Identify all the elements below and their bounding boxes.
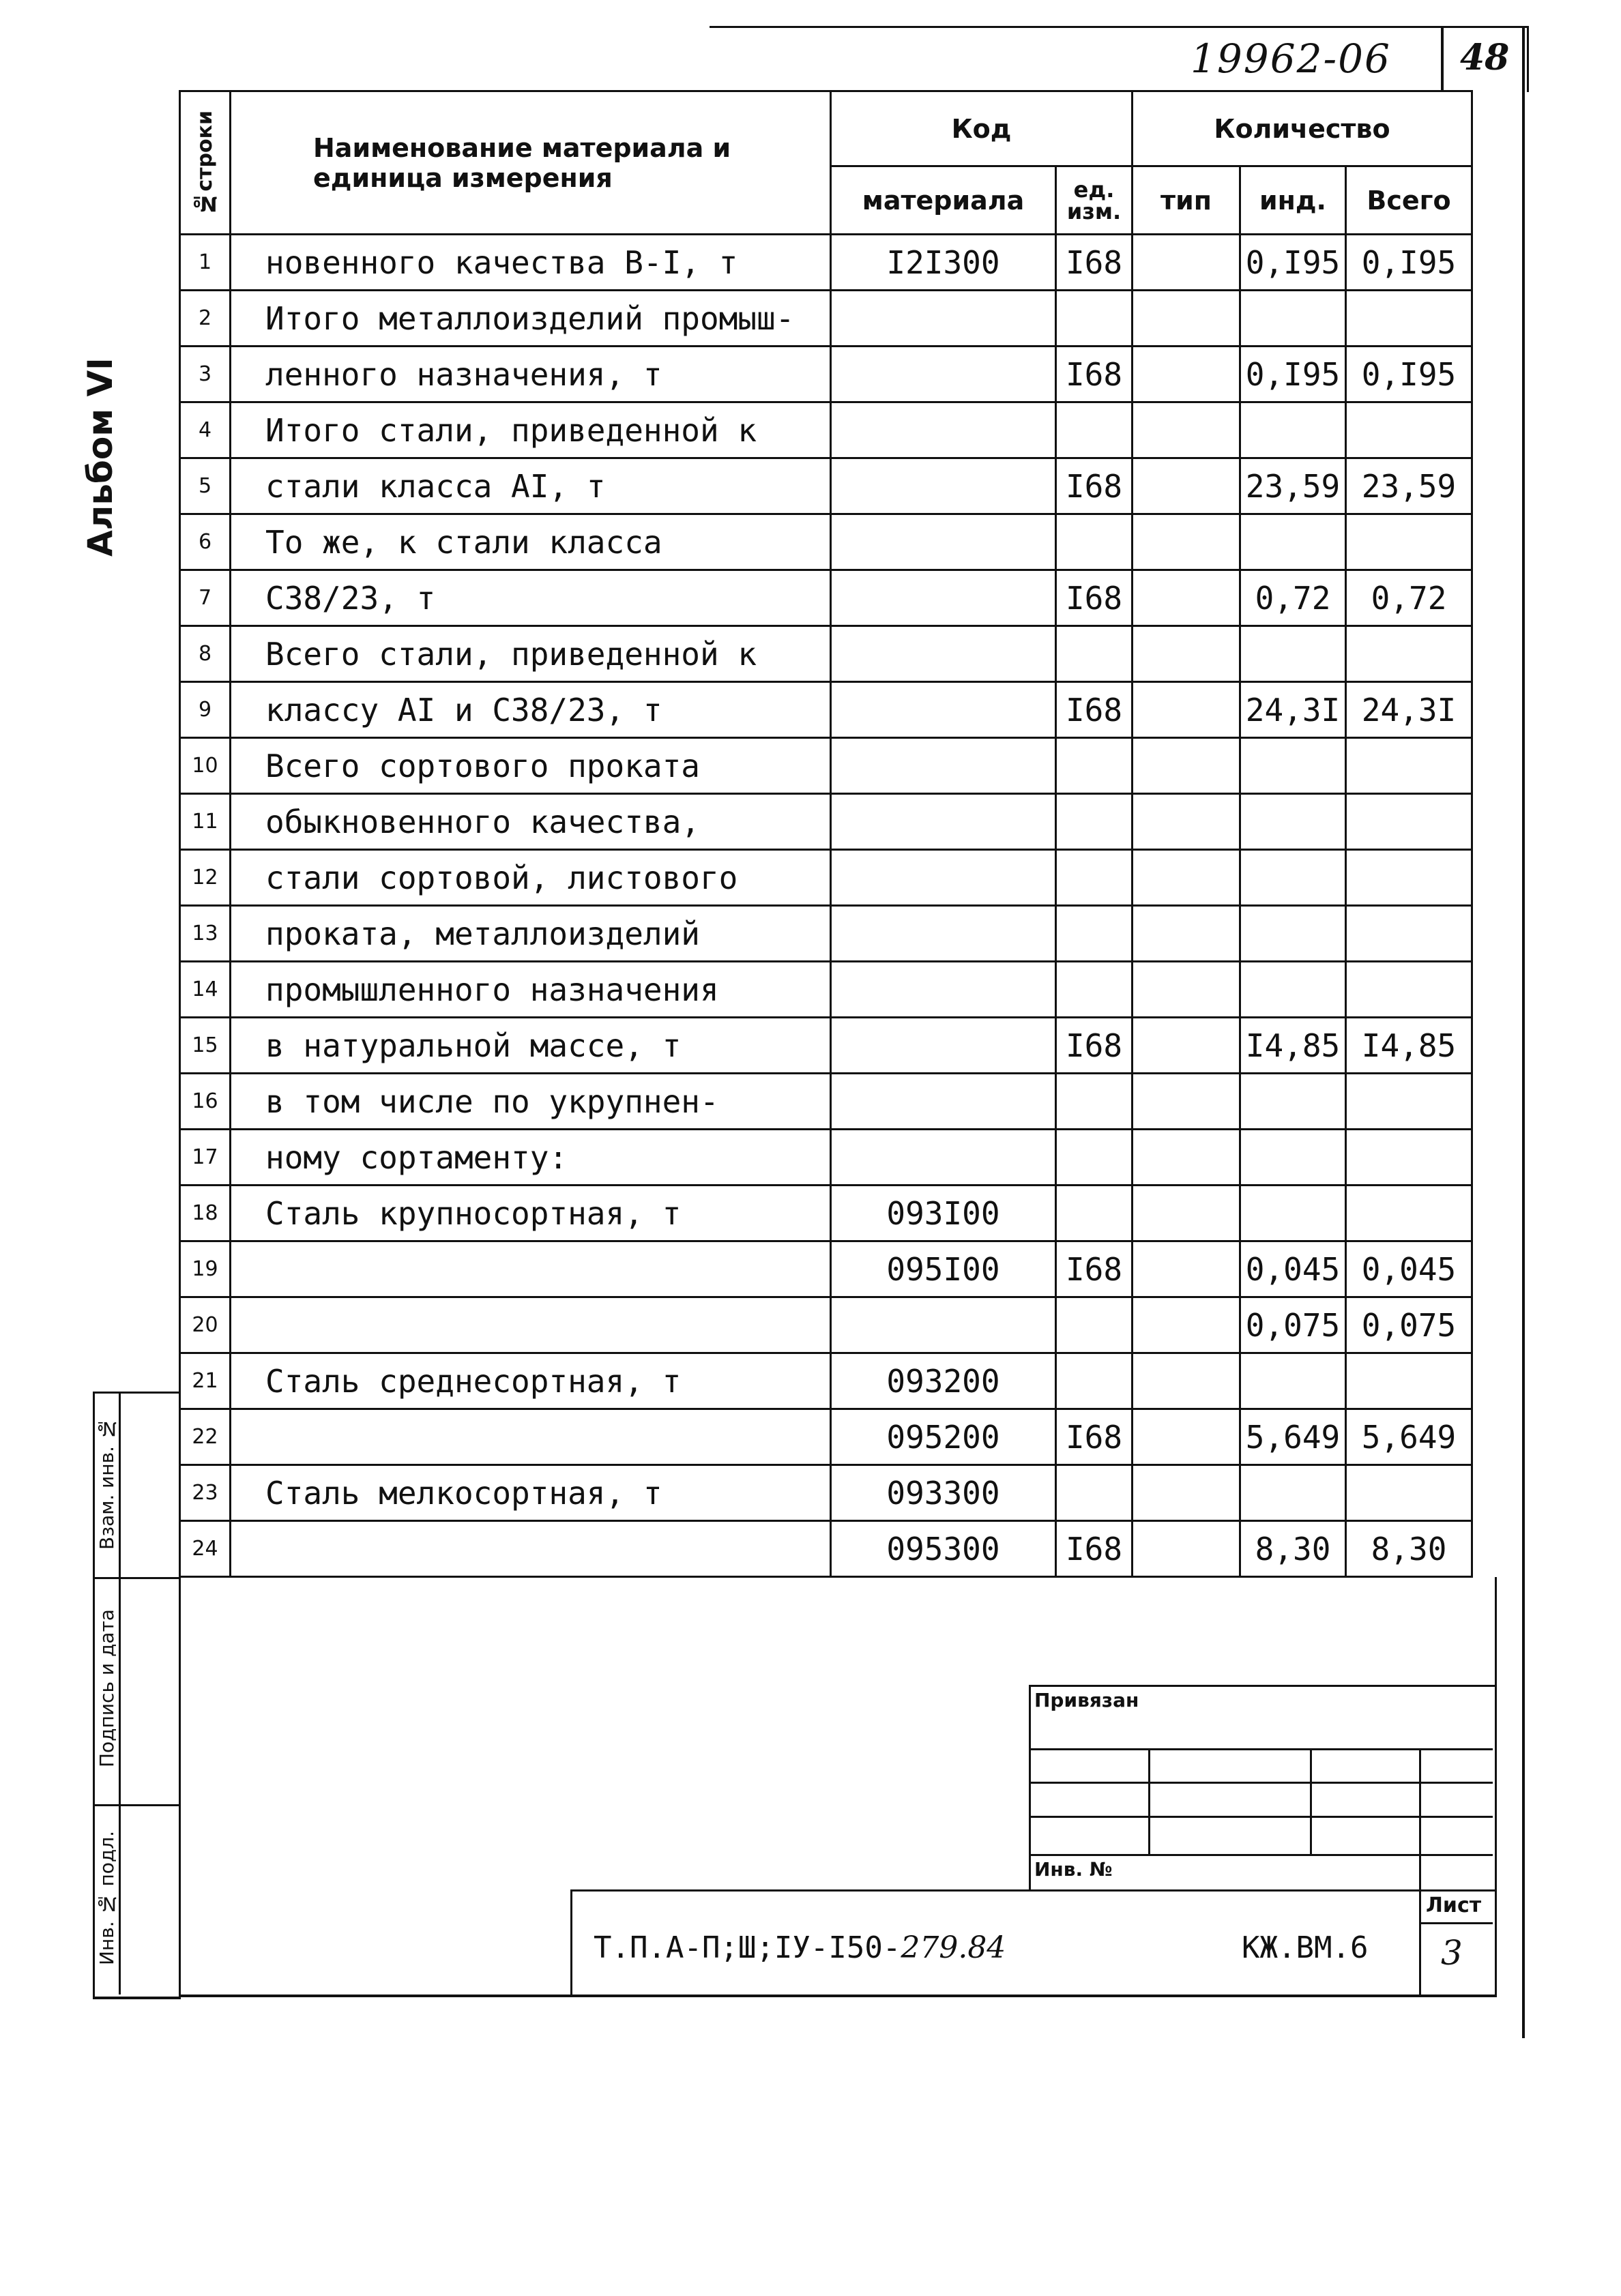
row-number-cell: 11: [180, 794, 231, 850]
qty-individual-cell: [1240, 402, 1346, 458]
type-header: тип: [1133, 166, 1240, 235]
table-row: [180, 514, 1472, 570]
material-code-cell: 093200: [831, 1353, 1056, 1409]
table-row: [180, 682, 1472, 738]
qty-total-cell: [1346, 514, 1472, 570]
table-row: [180, 962, 1472, 1018]
material-name-cell: C38/23, т: [231, 570, 831, 626]
unit-code-cell: [1056, 794, 1133, 850]
qty-total-cell: 24,3I: [1346, 682, 1472, 738]
qty-individual-cell: 0,I95: [1240, 347, 1346, 402]
qty-individual-cell: [1240, 850, 1346, 906]
quantity-header: Количество: [1133, 91, 1472, 166]
material-name-cell: Сталь среднесортная, т: [231, 1353, 831, 1409]
sheet-value: 3: [1441, 1933, 1463, 1973]
table-row: [180, 1353, 1472, 1409]
qty-individual-cell: 8,30: [1240, 1521, 1346, 1577]
binding-vline-2: [1310, 1748, 1312, 1854]
material-name-cell: обыкновенного качества,: [231, 794, 831, 850]
qty-individual-cell: [1240, 1353, 1346, 1409]
table-row: [180, 1521, 1472, 1577]
material-code-cell: [831, 514, 1056, 570]
row-number-cell: 16: [180, 1074, 231, 1130]
qty-type-cell: [1133, 682, 1240, 738]
qty-individual-cell: [1240, 906, 1346, 962]
qty-type-cell: [1133, 626, 1240, 682]
row-number-cell: 20: [180, 1297, 231, 1353]
qty-type-cell: [1133, 962, 1240, 1018]
right-frame-line: [1522, 26, 1525, 2038]
material-code-cell: [831, 402, 1056, 458]
table-row: [180, 347, 1472, 402]
material-code-cell: [831, 626, 1056, 682]
qty-individual-cell: [1240, 626, 1346, 682]
qty-type-cell: [1133, 1297, 1240, 1353]
qty-type-cell: [1133, 794, 1240, 850]
qty-individual-cell: [1240, 1130, 1346, 1186]
row-number-cell: 5: [180, 458, 231, 514]
table-row: [180, 738, 1472, 794]
qty-total-cell: [1346, 850, 1472, 906]
qty-type-cell: [1133, 850, 1240, 906]
sheet-label: Лист: [1426, 1894, 1482, 1917]
qty-type-cell: [1133, 738, 1240, 794]
qty-type-cell: [1133, 235, 1240, 291]
signature-date-label: Подпись и дата: [96, 1609, 118, 1767]
binding-vline-3: [1419, 1748, 1421, 1892]
material-name-cell: Итого стали, приведенной к: [231, 402, 831, 458]
unit-code-cell: I68: [1056, 1409, 1133, 1465]
material-name-cell: классу AI и C38/23, т: [231, 682, 831, 738]
qty-total-cell: [1346, 402, 1472, 458]
row-number-cell: 15: [180, 1018, 231, 1074]
table-row: [180, 794, 1472, 850]
row-number-cell: 13: [180, 906, 231, 962]
material-code-cell: I2I300: [831, 235, 1056, 291]
unit-code-cell: [1056, 291, 1133, 347]
material-code-cell: [831, 291, 1056, 347]
material-table: [179, 90, 1473, 1578]
table-row: [180, 1465, 1472, 1521]
material-name-cell: стали сортовой, листового: [231, 850, 831, 906]
qty-total-cell: 0,72: [1346, 570, 1472, 626]
row-number-cell: 4: [180, 402, 231, 458]
material-code-cell: 093300: [831, 1465, 1056, 1521]
row-number-cell: 3: [180, 347, 231, 402]
row-number-cell: 24: [180, 1521, 231, 1577]
material-name-cell: [231, 1409, 831, 1465]
material-name-cell: промышленного назначения: [231, 962, 831, 1018]
qty-type-cell: [1133, 1186, 1240, 1241]
unit-code-cell: [1056, 1297, 1133, 1353]
vzam-inv-label: Взам. инв. №: [96, 1417, 118, 1550]
qty-individual-cell: 0,075: [1240, 1297, 1346, 1353]
row-number-cell: 8: [180, 626, 231, 682]
qty-individual-cell: [1240, 291, 1346, 347]
top-frame-line: [710, 26, 1524, 28]
qty-total-cell: [1346, 962, 1472, 1018]
row-number-cell: 22: [180, 1409, 231, 1465]
row-number-cell: 7: [180, 570, 231, 626]
qty-total-cell: 8,30: [1346, 1521, 1472, 1577]
qty-total-cell: [1346, 1353, 1472, 1409]
title-block-sheet-line: [1419, 1922, 1493, 1924]
qty-individual-cell: [1240, 1074, 1346, 1130]
material-name-header: Наименование материала и единица измерения: [231, 91, 831, 235]
material-name-cell: [231, 1241, 831, 1297]
row-number-cell: 9: [180, 682, 231, 738]
table-row: [180, 1409, 1472, 1465]
table-row: [180, 235, 1472, 291]
title-block-divider: [1419, 1889, 1421, 1995]
qty-total-cell: 0,045: [1346, 1241, 1472, 1297]
material-code-cell: [831, 1130, 1056, 1186]
row-number-cell: 17: [180, 1130, 231, 1186]
material-code-header: материала: [831, 166, 1056, 235]
sheet-number: 48: [1460, 37, 1510, 78]
material-code-cell: [831, 794, 1056, 850]
qty-type-cell: [1133, 1465, 1240, 1521]
left-margin-hline-2: [93, 1804, 179, 1806]
qty-type-cell: [1133, 347, 1240, 402]
row-number-cell: 10: [180, 738, 231, 794]
qty-type-cell: [1133, 1241, 1240, 1297]
qty-total-cell: [1346, 1130, 1472, 1186]
material-name-cell: проката, металлоизделий: [231, 906, 831, 962]
unit-code-cell: [1056, 906, 1133, 962]
material-code-cell: [831, 850, 1056, 906]
material-code-cell: 093I00: [831, 1186, 1056, 1241]
material-name-cell: ному сортаменту:: [231, 1130, 831, 1186]
qty-individual-cell: [1240, 794, 1346, 850]
qty-type-cell: [1133, 1018, 1240, 1074]
table-row: [180, 1297, 1472, 1353]
qty-individual-cell: 5,649: [1240, 1409, 1346, 1465]
qty-type-cell: [1133, 1074, 1240, 1130]
unit-code-cell: I68: [1056, 347, 1133, 402]
qty-type-cell: [1133, 1353, 1240, 1409]
binding-label: Привязан: [1034, 1689, 1139, 1711]
qty-individual-cell: 0,045: [1240, 1241, 1346, 1297]
material-code-cell: [831, 1297, 1056, 1353]
material-code-cell: [831, 458, 1056, 514]
material-name-cell: То же, к стали класса: [231, 514, 831, 570]
row-number-cell: 21: [180, 1353, 231, 1409]
designation: Т.П.А-П;Ш;IУ-I50-279.84: [594, 1930, 1006, 1965]
qty-type-cell: [1133, 570, 1240, 626]
qty-individual-cell: I4,85: [1240, 1018, 1346, 1074]
material-name-cell: Всего стали, приведенной к: [231, 626, 831, 682]
qty-individual-cell: 0,72: [1240, 570, 1346, 626]
unit-code-cell: [1056, 738, 1133, 794]
row-number-header: №строки: [180, 91, 231, 235]
document-code: КЖ.ВМ.6: [1242, 1930, 1369, 1965]
material-code-cell: [831, 347, 1056, 402]
qty-type-cell: [1133, 458, 1240, 514]
qty-total-cell: [1346, 906, 1472, 962]
qty-individual-cell: [1240, 738, 1346, 794]
unit-code-cell: [1056, 1074, 1133, 1130]
table-row: [180, 1018, 1472, 1074]
qty-type-cell: [1133, 906, 1240, 962]
binding-vline-1: [1148, 1748, 1150, 1854]
table-row: [180, 1130, 1472, 1186]
unit-code-cell: [1056, 626, 1133, 682]
qty-individual-cell: [1240, 514, 1346, 570]
qty-individual-cell: [1240, 1186, 1346, 1241]
material-code-cell: [831, 682, 1056, 738]
material-code-cell: 095I00: [831, 1241, 1056, 1297]
qty-individual-cell: [1240, 1465, 1346, 1521]
qty-total-cell: [1346, 291, 1472, 347]
qty-type-cell: [1133, 1130, 1240, 1186]
row-number-cell: 23: [180, 1465, 231, 1521]
unit-code-cell: I68: [1056, 1521, 1133, 1577]
binding-hline-3: [1029, 1816, 1493, 1818]
left-margin-divider: [119, 1392, 121, 1995]
inv-podl-label: Инв. № подл.: [96, 1830, 118, 1966]
qty-total-cell: [1346, 1465, 1472, 1521]
table-row: [180, 291, 1472, 347]
qty-total-cell: [1346, 794, 1472, 850]
unit-code-cell: I68: [1056, 235, 1133, 291]
unit-code-cell: I68: [1056, 682, 1133, 738]
document-number: 19962-06: [1191, 35, 1391, 82]
unit-code-cell: [1056, 850, 1133, 906]
table-row: [180, 1074, 1472, 1130]
material-name-cell: Итого металлоизделий промыш-: [231, 291, 831, 347]
qty-total-cell: 0,I95: [1346, 347, 1472, 402]
table-row: [180, 850, 1472, 906]
qty-total-cell: I4,85: [1346, 1018, 1472, 1074]
left-margin-hline-1: [93, 1577, 179, 1579]
unit-code-cell: [1056, 1465, 1133, 1521]
material-code-cell: [831, 1074, 1056, 1130]
unit-code-cell: [1056, 514, 1133, 570]
unit-code-header: ед. изм.: [1056, 166, 1133, 235]
qty-total-cell: [1346, 1186, 1472, 1241]
row-number-cell: 14: [180, 962, 231, 1018]
material-name-cell: стали класса AI, т: [231, 458, 831, 514]
material-name-cell: в натуральной массе, т: [231, 1018, 831, 1074]
unit-code-cell: I68: [1056, 1241, 1133, 1297]
binding-hline-2: [1029, 1782, 1493, 1784]
unit-code-cell: I68: [1056, 458, 1133, 514]
qty-total-cell: 0,075: [1346, 1297, 1472, 1353]
material-code-cell: [831, 738, 1056, 794]
row-number-cell: 18: [180, 1186, 231, 1241]
material-name-cell: [231, 1521, 831, 1577]
qty-total-cell: [1346, 626, 1472, 682]
qty-type-cell: [1133, 514, 1240, 570]
material-name-cell: Всего сортового проката: [231, 738, 831, 794]
unit-code-cell: [1056, 1130, 1133, 1186]
material-name-cell: [231, 1297, 831, 1353]
table-row: [180, 458, 1472, 514]
material-code-cell: 095300: [831, 1521, 1056, 1577]
table-row: [180, 1241, 1472, 1297]
material-code-cell: [831, 906, 1056, 962]
row-number-cell: 12: [180, 850, 231, 906]
material-name-cell: в том числе по укрупнен-: [231, 1074, 831, 1130]
material-code-cell: [831, 962, 1056, 1018]
qty-individual-cell: [1240, 962, 1346, 1018]
qty-type-cell: [1133, 291, 1240, 347]
row-number-cell: 6: [180, 514, 231, 570]
individual-header: инд.: [1240, 166, 1346, 235]
unit-code-cell: I68: [1056, 570, 1133, 626]
table-row: [180, 570, 1472, 626]
table-row: [180, 626, 1472, 682]
total-header: Всего: [1346, 166, 1472, 235]
material-name-cell: новенного качества В-I, т: [231, 235, 831, 291]
row-number-cell: 2: [180, 291, 231, 347]
table-row: [180, 1186, 1472, 1241]
qty-total-cell: 23,59: [1346, 458, 1472, 514]
qty-type-cell: [1133, 1521, 1240, 1577]
qty-type-cell: [1133, 402, 1240, 458]
table-row: [180, 402, 1472, 458]
qty-total-cell: [1346, 738, 1472, 794]
album-label: Альбом VI: [81, 357, 120, 557]
qty-type-cell: [1133, 1409, 1240, 1465]
qty-individual-cell: 0,I95: [1240, 235, 1346, 291]
row-number-cell: 1: [180, 235, 231, 291]
qty-individual-cell: 23,59: [1240, 458, 1346, 514]
unit-code-cell: [1056, 402, 1133, 458]
unit-code-cell: [1056, 962, 1133, 1018]
unit-code-cell: I68: [1056, 1018, 1133, 1074]
qty-total-cell: 5,649: [1346, 1409, 1472, 1465]
binding-inv-label: Инв. №: [1034, 1858, 1113, 1881]
material-name-cell: Сталь крупносортная, т: [231, 1186, 831, 1241]
unit-code-cell: [1056, 1353, 1133, 1409]
qty-total-cell: 0,I95: [1346, 235, 1472, 291]
material-code-cell: 095200: [831, 1409, 1056, 1465]
qty-total-cell: [1346, 1074, 1472, 1130]
designation-handwritten: 279.84: [901, 1930, 1006, 1965]
binding-hline-1: [1029, 1748, 1493, 1750]
material-name-cell: ленного назначения, т: [231, 347, 831, 402]
material-code-cell: [831, 1018, 1056, 1074]
material-name-cell: Сталь мелкосортная, т: [231, 1465, 831, 1521]
unit-code-cell: [1056, 1186, 1133, 1241]
binding-hline-4: [1029, 1854, 1493, 1856]
table-row: [180, 906, 1472, 962]
code-header: Код: [831, 91, 1133, 166]
row-number-cell: 19: [180, 1241, 231, 1297]
material-code-cell: [831, 570, 1056, 626]
qty-individual-cell: 24,3I: [1240, 682, 1346, 738]
